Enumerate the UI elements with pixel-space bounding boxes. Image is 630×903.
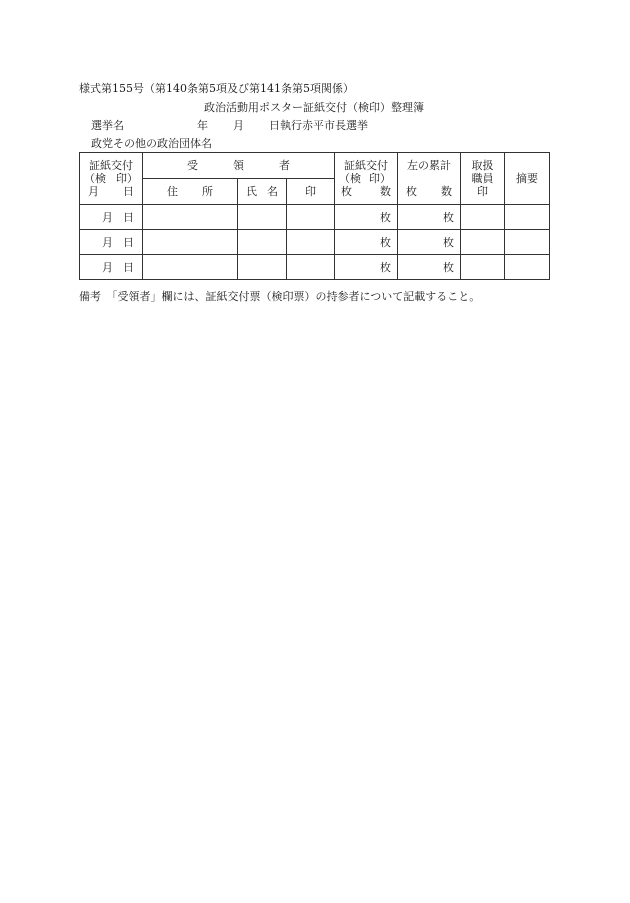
summary-cell[interactable] bbox=[505, 205, 550, 230]
issued-count-cell[interactable]: 枚 bbox=[335, 230, 398, 255]
name-header: 氏 名 bbox=[238, 179, 287, 205]
address-cell[interactable] bbox=[143, 205, 238, 230]
summary-header: 摘要 bbox=[505, 153, 550, 205]
table-row bbox=[80, 255, 550, 280]
seal-cell[interactable] bbox=[287, 205, 335, 230]
staff-seal-cell[interactable] bbox=[461, 230, 505, 255]
cumulative-cell[interactable]: 枚 bbox=[398, 255, 461, 280]
document-title: 政治活動用ポスター証紙交付（検印）整理簿 bbox=[204, 101, 424, 114]
issued-count-cell[interactable]: 枚 bbox=[335, 255, 398, 280]
table-header-row bbox=[80, 153, 550, 179]
name-cell[interactable] bbox=[238, 205, 287, 230]
summary-cell[interactable] bbox=[505, 230, 550, 255]
cumulative-header: 左の累計 枚 数 bbox=[398, 153, 461, 205]
register-table bbox=[79, 152, 550, 280]
issued-count-header: 証紙交付 （検 印） 枚 数 bbox=[335, 153, 398, 205]
cumulative-cell[interactable]: 枚 bbox=[398, 230, 461, 255]
table-row bbox=[80, 230, 550, 255]
seal-cell[interactable] bbox=[287, 255, 335, 280]
issue-date-header: 証紙交付 （検 印） 月 日 bbox=[80, 153, 143, 205]
election-year: 年 bbox=[197, 119, 208, 132]
table-row bbox=[80, 205, 550, 230]
seal-cell[interactable] bbox=[287, 230, 335, 255]
name-cell[interactable] bbox=[238, 255, 287, 280]
name-cell[interactable] bbox=[238, 230, 287, 255]
seal-header: 印 bbox=[287, 179, 335, 205]
election-name-line bbox=[91, 119, 391, 133]
staff-seal-cell[interactable] bbox=[461, 255, 505, 280]
date-cell[interactable]: 月 日 bbox=[80, 255, 143, 280]
recipient-header: 受 領 者 bbox=[143, 153, 335, 179]
date-cell[interactable]: 月 日 bbox=[80, 205, 143, 230]
election-label: 選挙名 bbox=[91, 119, 124, 132]
election-month: 月 bbox=[233, 119, 244, 132]
party-name-label: 政党その他の政治団体名 bbox=[91, 137, 212, 150]
remarks-note: 備考 「受領者」欄には、証紙交付票（検印票）の持参者について記載すること。 bbox=[79, 290, 481, 303]
address-cell[interactable] bbox=[143, 230, 238, 255]
address-header: 住 所 bbox=[143, 179, 238, 205]
summary-cell[interactable] bbox=[505, 255, 550, 280]
date-cell[interactable]: 月 日 bbox=[80, 230, 143, 255]
cumulative-cell[interactable]: 枚 bbox=[398, 205, 461, 230]
election-day-suffix: 日執行赤平市長選挙 bbox=[269, 119, 368, 132]
staff-seal-header: 取扱 職員 印 bbox=[461, 153, 505, 205]
address-cell[interactable] bbox=[143, 255, 238, 280]
form-number: 様式第155号（第140条第5項及び第141条第5項関係） bbox=[79, 82, 354, 95]
staff-seal-cell[interactable] bbox=[461, 205, 505, 230]
issued-count-cell[interactable]: 枚 bbox=[335, 205, 398, 230]
